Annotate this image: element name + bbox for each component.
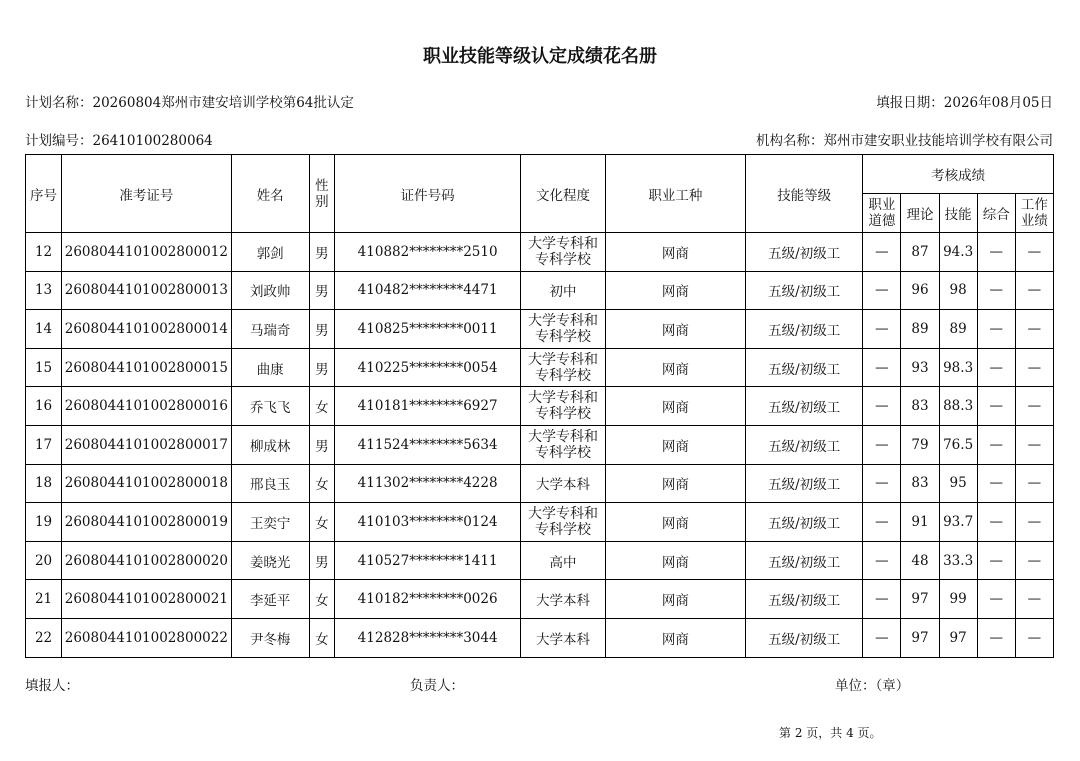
header-scores: 考核成绩: [863, 155, 1054, 194]
skill-level-cell: 五级/初级工: [746, 580, 863, 619]
id-no-cell: 412828********3044: [334, 618, 521, 657]
id-no-cell: 410181********6927: [334, 387, 521, 426]
ethics-score-cell: —: [863, 387, 901, 426]
gender-cell: 男: [309, 271, 334, 310]
name-cell: 李延平: [231, 580, 309, 619]
exam-no-cell: 2608044101002800017: [62, 425, 231, 464]
ethics-score-cell: —: [863, 233, 901, 272]
overall-score-cell: —: [977, 387, 1015, 426]
gender-cell: 男: [309, 541, 334, 580]
name-cell: 郭剑: [231, 233, 309, 272]
seq-cell: 18: [26, 464, 62, 503]
skill-level-cell: 五级/初级工: [746, 387, 863, 426]
exam-no-cell: 2608044101002800012: [62, 233, 231, 272]
table-row: [26, 271, 1054, 310]
id-no-cell: 410482********4471: [334, 271, 521, 310]
work-score-cell: —: [1015, 310, 1053, 349]
id-no-cell: 410225********0054: [334, 348, 521, 387]
document-title: 职业技能等级认定成绩花名册: [423, 46, 657, 67]
responsible-label: 负责人：: [410, 678, 464, 694]
table-row: [26, 310, 1054, 349]
id-no-cell: 410882********2510: [334, 233, 521, 272]
plan-name: 计划名称：20260804郑州市建安培训学校第64批认定: [25, 95, 354, 111]
seq-cell: 21: [26, 580, 62, 619]
header-skill: 技能: [939, 194, 977, 233]
gender-cell: 男: [309, 425, 334, 464]
table-row: [26, 425, 1054, 464]
id-no-cell: 411302********4228: [334, 464, 521, 503]
ethics-score-cell: —: [863, 464, 901, 503]
overall-score-cell: —: [977, 541, 1015, 580]
exam-no-cell: 2608044101002800016: [62, 387, 231, 426]
skill-score-cell: 98: [939, 271, 977, 310]
ethics-score-cell: —: [863, 348, 901, 387]
header-skill-level: 技能等级: [746, 155, 863, 233]
exam-no-cell: 2608044101002800013: [62, 271, 231, 310]
education-cell: 大学本科: [521, 580, 605, 619]
education-cell: 大学本科: [521, 464, 605, 503]
education-cell: 大学专科和专科学校: [521, 233, 605, 272]
education-cell: 大学专科和专科学校: [521, 503, 605, 542]
occupation-cell: 网商: [605, 310, 745, 349]
exam-no-cell: 2608044101002800021: [62, 580, 231, 619]
name-cell: 王奕宁: [231, 503, 309, 542]
id-no-cell: 410825********0011: [334, 310, 521, 349]
seq-cell: 20: [26, 541, 62, 580]
ethics-score-cell: —: [863, 271, 901, 310]
overall-score-cell: —: [977, 618, 1015, 657]
table-row: [26, 348, 1054, 387]
name-cell: 曲康: [231, 348, 309, 387]
work-score-cell: —: [1015, 464, 1053, 503]
skill-level-cell: 五级/初级工: [746, 425, 863, 464]
table-row: [26, 233, 1054, 272]
name-cell: 柳成林: [231, 425, 309, 464]
gender-cell: 女: [309, 580, 334, 619]
skill-score-cell: 89: [939, 310, 977, 349]
ethics-score-cell: —: [863, 425, 901, 464]
score-roster-table: [25, 154, 1054, 658]
skill-level-cell: 五级/初级工: [746, 348, 863, 387]
education-cell: 大学专科和专科学校: [521, 425, 605, 464]
name-cell: 姜晓光: [231, 541, 309, 580]
plan-number: 计划编号：26410100280064: [25, 133, 213, 149]
education-cell: 高中: [521, 541, 605, 580]
seq-cell: 16: [26, 387, 62, 426]
theory-score-cell: 87: [901, 233, 939, 272]
skill-score-cell: 97: [939, 618, 977, 657]
work-score-cell: —: [1015, 425, 1053, 464]
unit-seal-label: 单位：（章）: [835, 678, 910, 694]
occupation-cell: 网商: [605, 271, 745, 310]
seq-cell: 17: [26, 425, 62, 464]
theory-score-cell: 93: [901, 348, 939, 387]
table-row: [26, 387, 1054, 426]
exam-no-cell: 2608044101002800015: [62, 348, 231, 387]
organization-name: 机构名称：郑州市建安职业技能培训学校有限公司: [756, 133, 1053, 149]
overall-score-cell: —: [977, 233, 1015, 272]
skill-level-cell: 五级/初级工: [746, 271, 863, 310]
overall-score-cell: —: [977, 310, 1015, 349]
skill-level-cell: 五级/初级工: [746, 541, 863, 580]
header-gender: 性别: [309, 155, 334, 233]
skill-score-cell: 76.5: [939, 425, 977, 464]
table-row: [26, 580, 1054, 619]
occupation-cell: 网商: [605, 464, 745, 503]
skill-score-cell: 93.7: [939, 503, 977, 542]
header-education: 文化程度: [521, 155, 605, 233]
gender-cell: 男: [309, 310, 334, 349]
header-work: 工作业绩: [1015, 194, 1053, 233]
overall-score-cell: —: [977, 580, 1015, 619]
occupation-cell: 网商: [605, 503, 745, 542]
occupation-cell: 网商: [605, 348, 745, 387]
theory-score-cell: 89: [901, 310, 939, 349]
exam-no-cell: 2608044101002800019: [62, 503, 231, 542]
skill-level-cell: 五级/初级工: [746, 310, 863, 349]
seq-cell: 22: [26, 618, 62, 657]
gender-cell: 女: [309, 503, 334, 542]
skill-score-cell: 94.3: [939, 233, 977, 272]
work-score-cell: —: [1015, 233, 1053, 272]
skill-level-cell: 五级/初级工: [746, 618, 863, 657]
id-no-cell: 410182********0026: [334, 580, 521, 619]
seq-cell: 14: [26, 310, 62, 349]
gender-cell: 男: [309, 233, 334, 272]
table-row: [26, 541, 1054, 580]
exam-no-cell: 2608044101002800018: [62, 464, 231, 503]
occupation-cell: 网商: [605, 387, 745, 426]
education-cell: 初中: [521, 271, 605, 310]
theory-score-cell: 96: [901, 271, 939, 310]
name-cell: 马瑞奇: [231, 310, 309, 349]
exam-no-cell: 2608044101002800020: [62, 541, 231, 580]
id-no-cell: 410527********1411: [334, 541, 521, 580]
overall-score-cell: —: [977, 503, 1015, 542]
education-cell: 大学专科和专科学校: [521, 310, 605, 349]
education-cell: 大学专科和专科学校: [521, 387, 605, 426]
skill-level-cell: 五级/初级工: [746, 503, 863, 542]
ethics-score-cell: —: [863, 541, 901, 580]
work-score-cell: —: [1015, 541, 1053, 580]
header-overall: 综合: [977, 194, 1015, 233]
id-no-cell: 410103********0124: [334, 503, 521, 542]
skill-score-cell: 33.3: [939, 541, 977, 580]
seq-cell: 19: [26, 503, 62, 542]
seq-cell: 15: [26, 348, 62, 387]
filler-label: 填报人：: [25, 678, 79, 694]
name-cell: 邢良玉: [231, 464, 309, 503]
work-score-cell: —: [1015, 580, 1053, 619]
seq-cell: 13: [26, 271, 62, 310]
gender-cell: 女: [309, 618, 334, 657]
overall-score-cell: —: [977, 464, 1015, 503]
header-ethics: 职业道德: [863, 194, 901, 233]
skill-level-cell: 五级/初级工: [746, 464, 863, 503]
occupation-cell: 网商: [605, 425, 745, 464]
ethics-score-cell: —: [863, 503, 901, 542]
table-row: [26, 618, 1054, 657]
page-number: 第 2 页，共 4 页。: [779, 726, 882, 740]
overall-score-cell: —: [977, 271, 1015, 310]
education-cell: 大学本科: [521, 618, 605, 657]
work-score-cell: —: [1015, 271, 1053, 310]
name-cell: 乔飞飞: [231, 387, 309, 426]
overall-score-cell: —: [977, 348, 1015, 387]
theory-score-cell: 97: [901, 618, 939, 657]
work-score-cell: —: [1015, 618, 1053, 657]
ethics-score-cell: —: [863, 580, 901, 619]
skill-score-cell: 88.3: [939, 387, 977, 426]
id-no-cell: 411524********5634: [334, 425, 521, 464]
skill-score-cell: 95: [939, 464, 977, 503]
exam-no-cell: 2608044101002800022: [62, 618, 231, 657]
theory-score-cell: 83: [901, 464, 939, 503]
header-occupation: 职业工种: [605, 155, 745, 233]
fill-date: 填报日期：2026年08月05日: [876, 95, 1053, 111]
skill-level-cell: 五级/初级工: [746, 233, 863, 272]
work-score-cell: —: [1015, 348, 1053, 387]
theory-score-cell: 91: [901, 503, 939, 542]
occupation-cell: 网商: [605, 580, 745, 619]
skill-score-cell: 99: [939, 580, 977, 619]
header-theory: 理论: [901, 194, 939, 233]
ethics-score-cell: —: [863, 618, 901, 657]
header-exam-no: 准考证号: [62, 155, 231, 233]
gender-cell: 男: [309, 348, 334, 387]
theory-score-cell: 83: [901, 387, 939, 426]
header-name: 姓名: [231, 155, 309, 233]
skill-score-cell: 98.3: [939, 348, 977, 387]
table-row: [26, 503, 1054, 542]
table-row: [26, 464, 1054, 503]
exam-no-cell: 2608044101002800014: [62, 310, 231, 349]
seq-cell: 12: [26, 233, 62, 272]
header-id-no: 证件号码: [334, 155, 521, 233]
name-cell: 刘政帅: [231, 271, 309, 310]
work-score-cell: —: [1015, 387, 1053, 426]
occupation-cell: 网商: [605, 541, 745, 580]
work-score-cell: —: [1015, 503, 1053, 542]
name-cell: 尹冬梅: [231, 618, 309, 657]
gender-cell: 女: [309, 464, 334, 503]
header-seq: 序号: [26, 155, 62, 233]
theory-score-cell: 97: [901, 580, 939, 619]
theory-score-cell: 48: [901, 541, 939, 580]
gender-cell: 女: [309, 387, 334, 426]
education-cell: 大学专科和专科学校: [521, 348, 605, 387]
overall-score-cell: —: [977, 425, 1015, 464]
occupation-cell: 网商: [605, 618, 745, 657]
ethics-score-cell: —: [863, 310, 901, 349]
theory-score-cell: 79: [901, 425, 939, 464]
occupation-cell: 网商: [605, 233, 745, 272]
